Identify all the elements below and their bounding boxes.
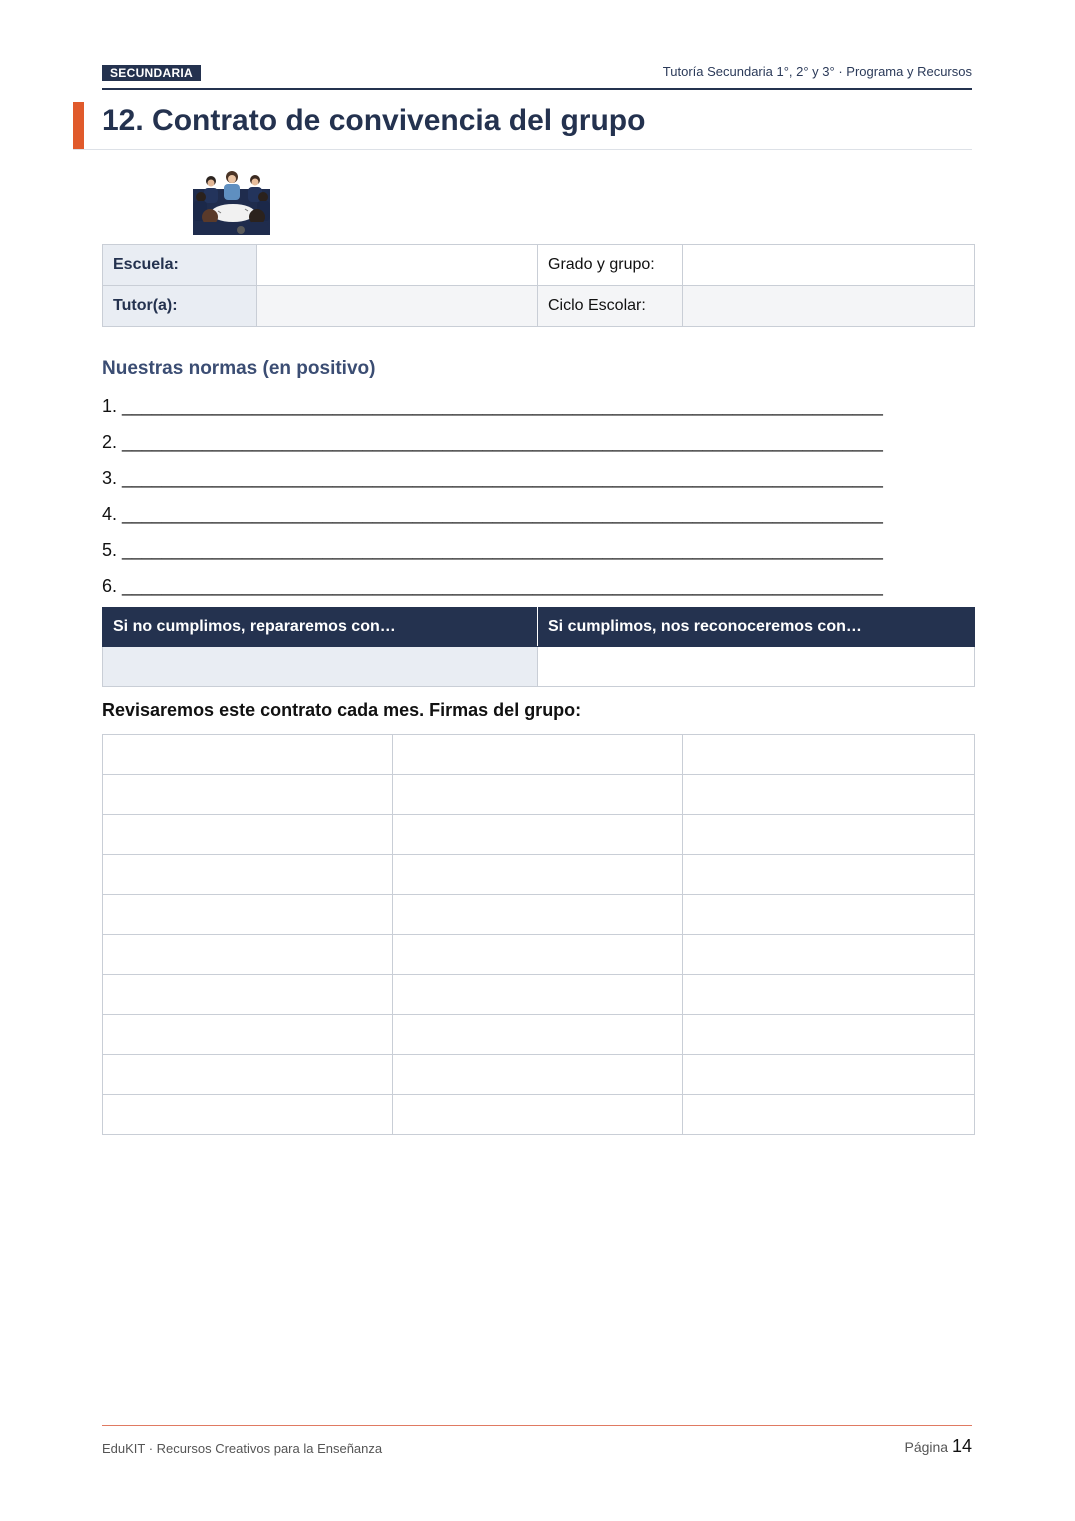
school-label: Escuela:	[103, 245, 257, 286]
table-row	[103, 815, 975, 855]
info-row	[103, 286, 975, 327]
title-accent-bar	[73, 102, 84, 149]
page-header	[102, 62, 972, 90]
cycle-label: Ciclo Escolar:	[538, 286, 683, 327]
signature-cell[interactable]	[683, 855, 975, 895]
signature-cell[interactable]	[683, 815, 975, 855]
consequences-row	[103, 647, 975, 687]
signature-cell[interactable]	[103, 735, 393, 775]
signature-cell[interactable]	[683, 935, 975, 975]
signature-cell[interactable]	[103, 1015, 393, 1055]
repair-column-header: Si no cumplimos, repararemos con…	[103, 608, 538, 647]
school-field[interactable]	[257, 245, 538, 286]
norms-list	[102, 394, 883, 610]
info-row	[103, 245, 975, 286]
norm-line-5[interactable]: 5. ____________________________________________________________________________	[102, 540, 883, 560]
table-row	[103, 1015, 975, 1055]
page-label: Página	[904, 1439, 949, 1455]
signature-cell[interactable]	[393, 935, 683, 975]
signature-cell[interactable]	[103, 895, 393, 935]
signature-cell[interactable]	[683, 1095, 975, 1135]
table-row	[103, 1055, 975, 1095]
tutor-label: Tutor(a):	[103, 286, 257, 327]
table-row	[103, 935, 975, 975]
title-block	[73, 102, 972, 150]
consequences-table	[102, 607, 975, 687]
signature-cell[interactable]	[683, 775, 975, 815]
norm-line-2[interactable]: 2. ____________________________________________________________________________	[102, 432, 883, 452]
signature-cell[interactable]	[393, 1095, 683, 1135]
level-badge: SECUNDARIA	[102, 65, 201, 81]
grade-field[interactable]	[683, 245, 975, 286]
page-footer	[102, 1425, 972, 1462]
signature-cell[interactable]	[393, 975, 683, 1015]
page-indicator	[904, 1436, 972, 1457]
signature-cell[interactable]	[103, 815, 393, 855]
signature-cell[interactable]	[103, 855, 393, 895]
signature-cell[interactable]	[683, 1015, 975, 1055]
norm-line-6[interactable]: 6. ____________________________________________________________________________	[102, 576, 883, 596]
norms-heading: Nuestras normas (en positivo)	[102, 358, 376, 379]
table-row	[103, 975, 975, 1015]
tutor-field[interactable]	[257, 286, 538, 327]
norm-line-1[interactable]: 1. ____________________________________________________________________________	[102, 396, 883, 416]
table-row	[103, 895, 975, 935]
cycle-field[interactable]	[683, 286, 975, 327]
signature-cell[interactable]	[683, 895, 975, 935]
signature-cell[interactable]	[683, 1055, 975, 1095]
running-title: Tutoría Secundaria 1°, 2° y 3° · Programa y Recursos	[662, 64, 972, 79]
consequences-header-row	[103, 608, 975, 647]
signature-cell[interactable]	[393, 735, 683, 775]
signature-cell[interactable]	[683, 735, 975, 775]
signature-cell[interactable]	[393, 1055, 683, 1095]
signature-cell[interactable]	[103, 935, 393, 975]
recognition-column-header: Si cumplimos, nos reconoceremos con…	[538, 608, 975, 647]
students-meeting-illustration	[193, 167, 270, 235]
grade-label: Grado y grupo:	[538, 245, 683, 286]
norm-line-3[interactable]: 3. ____________________________________________________________________________	[102, 468, 883, 488]
table-row	[103, 735, 975, 775]
signature-cell[interactable]	[683, 975, 975, 1015]
signature-cell[interactable]	[103, 775, 393, 815]
signature-cell[interactable]	[103, 1095, 393, 1135]
table-row	[103, 855, 975, 895]
signatures-table	[102, 734, 975, 1135]
info-table	[102, 244, 975, 327]
signature-cell[interactable]	[393, 1015, 683, 1055]
footer-brand: EduKIT · Recursos Creativos para la Enseñanza	[102, 1441, 383, 1456]
page-number: 14	[951, 1436, 972, 1456]
norm-line-4[interactable]: 4. ____________________________________________________________________________	[102, 504, 883, 524]
table-row	[103, 1095, 975, 1135]
signature-cell[interactable]	[103, 1055, 393, 1095]
signature-cell[interactable]	[103, 975, 393, 1015]
signature-cell[interactable]	[393, 855, 683, 895]
signature-cell[interactable]	[393, 815, 683, 855]
repair-field[interactable]	[103, 647, 538, 687]
signatures-heading: Revisaremos este contrato cada mes. Firmas del grupo:	[102, 700, 582, 720]
signature-cell[interactable]	[393, 775, 683, 815]
recognition-field[interactable]	[538, 647, 975, 687]
page-title: 12. Contrato de convivencia del grupo	[102, 104, 646, 137]
signature-cell[interactable]	[393, 895, 683, 935]
table-row	[103, 775, 975, 815]
